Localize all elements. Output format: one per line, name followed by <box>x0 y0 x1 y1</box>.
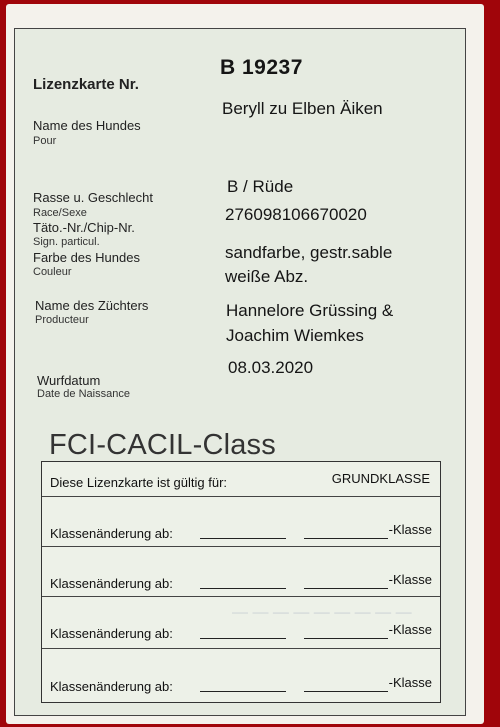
breed-sex-label: Rasse u. Geschlecht <box>33 190 153 205</box>
date-blank-line <box>200 588 286 589</box>
breed-sex-sublabel: Race/Sexe <box>33 207 87 219</box>
color-value-line2: weiße Abz. <box>225 267 309 286</box>
dog-name-sublabel: Pour <box>33 135 57 147</box>
chip-label: Täto.-Nr./Chip-Nr. <box>33 220 135 235</box>
class-change-label: Klassenänderung ab: <box>50 526 173 541</box>
class-blank-line <box>304 588 388 589</box>
date-blank-line <box>200 638 286 639</box>
class-change-label: Klassenänderung ab: <box>50 626 173 641</box>
class-valid-row <box>42 462 440 497</box>
class-valid-value: GRUNDKLASSE <box>331 471 430 486</box>
breeder-sublabel: Producteur <box>35 314 89 326</box>
license-number: B 19237 <box>220 56 303 79</box>
breed-sex-value: B / Rüde <box>227 177 294 196</box>
class-blank-line <box>304 691 388 692</box>
license-card <box>14 28 466 716</box>
class-change-row <box>42 596 440 649</box>
class-change-suffix: -Klasse <box>388 622 432 637</box>
watermark-text: — — — — — — — — — <box>232 605 412 622</box>
class-valid-label: Diese Lizenzkarte ist gültig für: <box>50 475 228 490</box>
date-blank-line <box>200 691 286 692</box>
class-change-row <box>42 496 440 547</box>
chip-sublabel: Sign. particul. <box>33 236 100 248</box>
dog-name-label: Name des Hundes <box>33 118 141 133</box>
class-table <box>41 461 441 703</box>
color-sublabel: Couleur <box>33 266 72 278</box>
breeder-value-line1: Hannelore Grüssing & <box>226 301 394 320</box>
class-blank-line <box>304 538 388 539</box>
color-label: Farbe des Hundes <box>33 250 140 265</box>
class-change-label: Klassenänderung ab: <box>50 576 173 591</box>
class-title: FCI-CACIL-Class <box>49 429 276 461</box>
class-change-suffix: -Klasse <box>388 572 432 587</box>
class-change-suffix: -Klasse <box>388 675 432 690</box>
chip-value: 276098106670020 <box>225 205 367 224</box>
class-change-row <box>42 546 440 597</box>
birth-date-value: 08.03.2020 <box>228 358 314 377</box>
class-blank-line <box>304 638 388 639</box>
color-value-line1: sandfarbe, gestr.sable <box>225 243 393 262</box>
birth-date-sublabel: Date de Naissance <box>37 388 130 400</box>
class-change-row <box>42 648 440 702</box>
license-label: Lizenzkarte Nr. <box>33 76 139 93</box>
birth-date-label: Wurfdatum <box>37 373 101 388</box>
class-change-suffix: -Klasse <box>388 522 432 537</box>
dog-name-value: Beryll zu Elben Äiken <box>222 99 383 118</box>
breeder-value-line2: Joachim Wiemkes <box>226 326 364 345</box>
breeder-label: Name des Züchters <box>35 298 149 313</box>
class-change-label: Klassenänderung ab: <box>50 679 173 694</box>
date-blank-line <box>200 538 286 539</box>
